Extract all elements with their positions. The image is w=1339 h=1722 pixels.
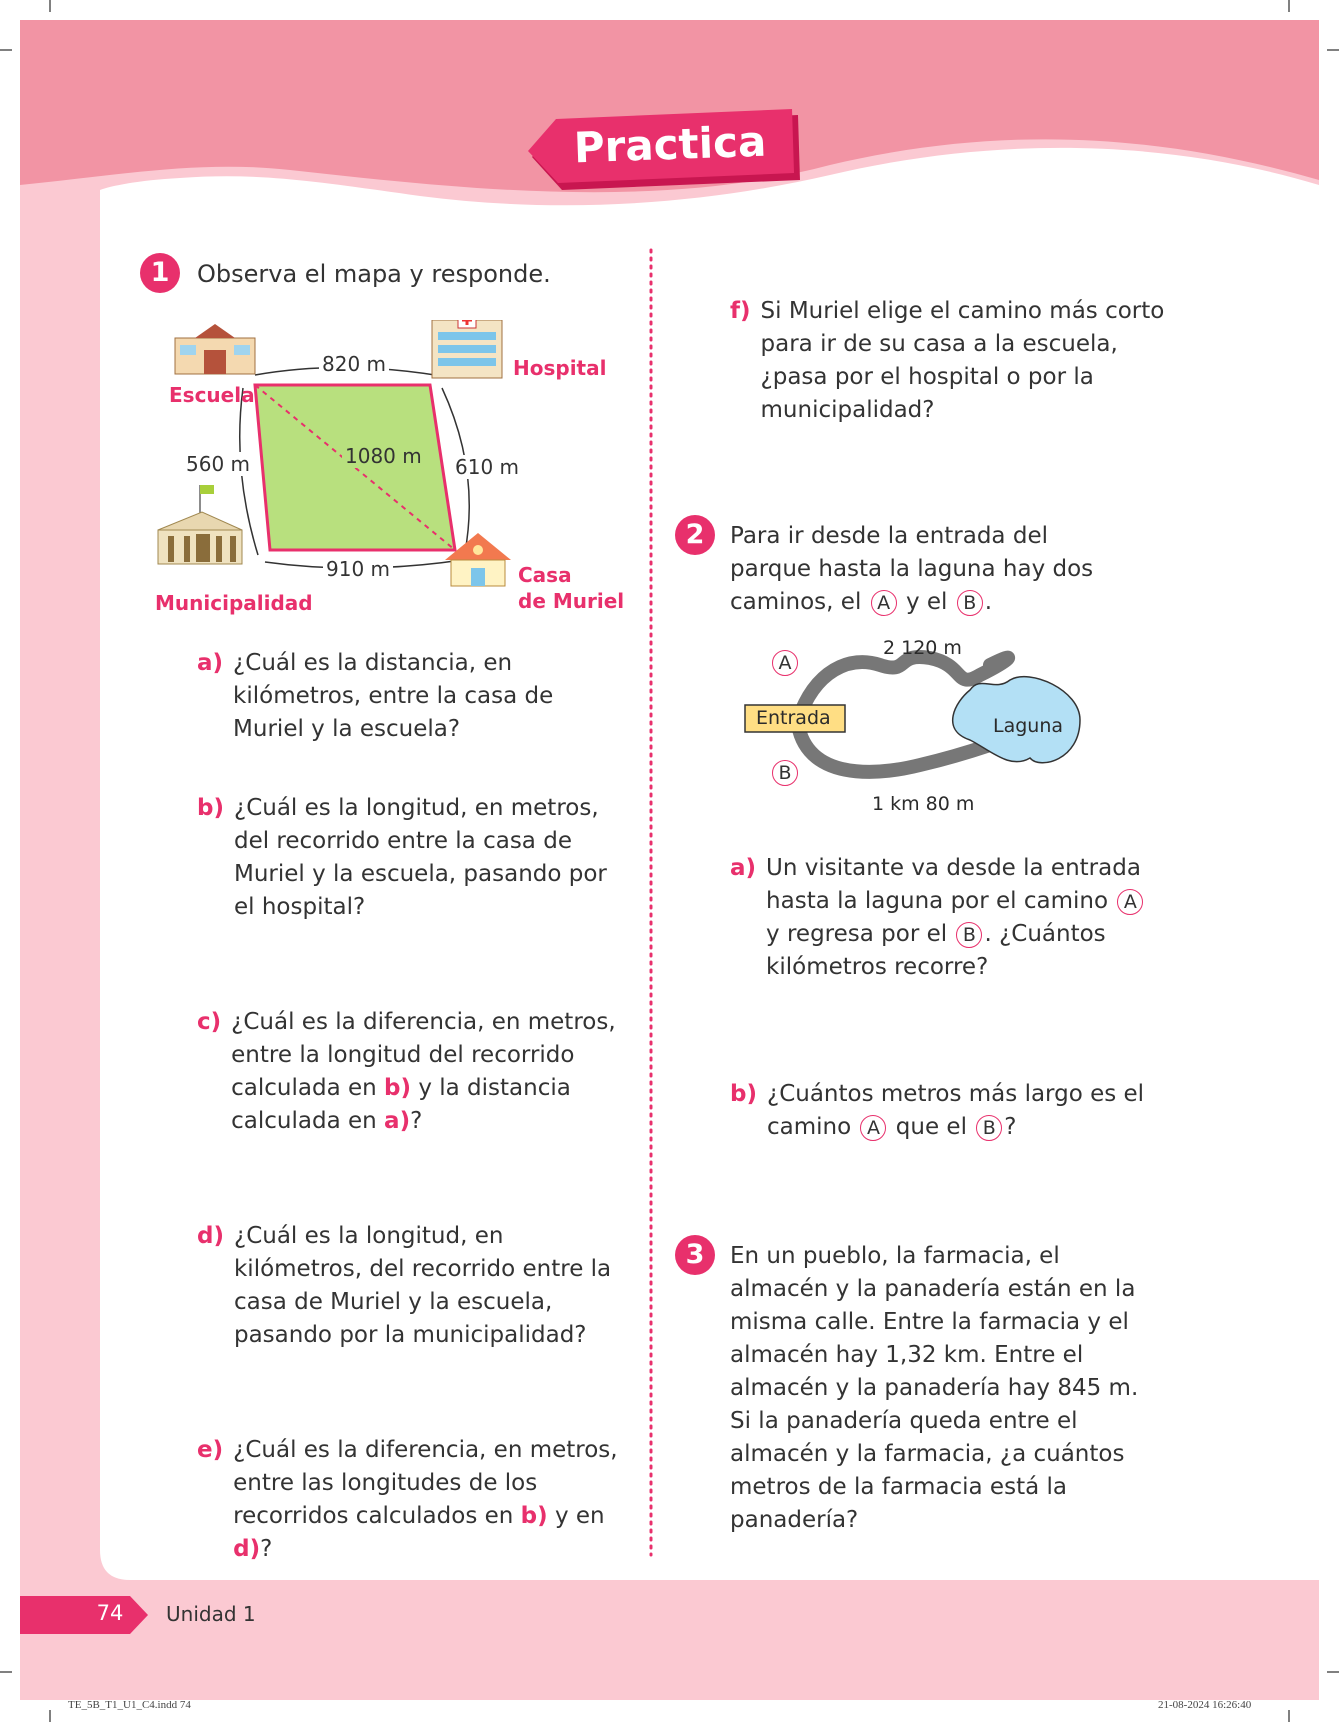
exercise-number-1: 1 (140, 253, 180, 293)
question-2a (730, 852, 1160, 984)
question-text: Un visitante va desde la entrada hasta la laguna por el camino A y regresa por el B . ¿Cuántos kilómetros recorre? (766, 852, 1160, 984)
question-2b (730, 1078, 1150, 1144)
map-label-casa-line1: Casa (518, 563, 572, 587)
question-label: e) (197, 1437, 224, 1463)
path-b-distance: 1 km 80 m (872, 793, 975, 815)
path-a-distance: 2 120 m (883, 637, 962, 659)
question-label: c) (197, 1009, 222, 1035)
school-icon (175, 324, 255, 374)
question-text: ¿Cuántos metros más largo es el camino A que el B ? (766, 1081, 1145, 1140)
question-text: Si Muriel elige el camino más corto para ir de su casa a la escuela, ¿pasa por el hospital o por la municipalidad? (760, 298, 1165, 423)
path-b-marker: B (957, 590, 983, 616)
map-label-hospital: Hospital (513, 356, 607, 380)
map-label-municipalidad: Municipalidad (155, 591, 313, 615)
unit-label: Unidad 1 (166, 1602, 256, 1626)
path-a-label: A (772, 650, 798, 676)
question-text: ¿Cuál es la distancia, en kilómetros, entre la casa de Muriel y la escuela? (233, 650, 554, 742)
reference-a: a) (384, 1108, 411, 1134)
exercise-number-2: 2 (675, 515, 715, 555)
question-label: b) (730, 1081, 757, 1107)
question-label: b) (197, 795, 224, 821)
ex2-intro: Para ir desde la entrada del parque hasta la laguna hay dos caminos, el A y el B . (730, 523, 1094, 615)
exercise-number-3: 3 (675, 1235, 715, 1275)
question-1c (197, 1006, 617, 1138)
question-1f (730, 295, 1170, 427)
ex1-instruction: Observa el mapa y responde. (197, 260, 551, 288)
question-label: a) (197, 650, 224, 676)
map-label-casa (518, 562, 624, 614)
distance-left: 560 m (183, 452, 253, 476)
path-a-marker: A (871, 590, 897, 616)
map-label-escuela: Escuela (169, 383, 255, 407)
path-b-marker: B (976, 1115, 1002, 1141)
distance-top: 820 m (319, 352, 389, 376)
page-number-tab (20, 1596, 155, 1634)
path-b-label: B (772, 760, 798, 786)
slug-file: TE_5B_T1_U1_C4.indd 74 (68, 1699, 191, 1711)
reference-b: b) (384, 1075, 412, 1101)
reference-b: b) (520, 1503, 548, 1529)
page-number: 74 (96, 1601, 124, 1625)
map-label-casa-line2: de Muriel (518, 589, 625, 613)
distance-right: 610 m (452, 455, 522, 479)
distance-bottom: 910 m (323, 557, 393, 581)
question-1a (197, 647, 627, 746)
path-b-marker: B (956, 922, 982, 948)
ex3-problem: En un pueblo, la farmacia, el almacén y la panadería están en la misma calle. Entre la farmacia y el almacén hay 1,32 km. Entre el almacén y la panadería hay 845 m. Si la panadería queda entre el almacén y la farmacia, ¿a cuántos metros de la farmacia está la panadería? (730, 1243, 1139, 1533)
reference-d: d) (233, 1536, 261, 1562)
distance-diagonal: 1080 m (342, 444, 425, 468)
question-1d (197, 1220, 627, 1352)
entrance-label: Entrada (756, 707, 831, 729)
question-1e (197, 1434, 627, 1566)
lagoon-label: Laguna (993, 715, 1064, 737)
page-title: Practica (572, 116, 768, 173)
municipality-icon (158, 485, 242, 564)
hospital-icon (432, 320, 502, 378)
question-text: ¿Cuál es la diferencia, en metros, entre la longitud del recorrido calculada en b) y la distancia calculada en a)? (231, 1009, 616, 1134)
path-a-marker: A (860, 1115, 886, 1141)
question-text: ¿Cuál es la longitud, en metros, del recorrido entre la casa de Muriel y la escuela, pasando por el hospital? (233, 795, 607, 920)
question-text: ¿Cuál es la longitud, en kilómetros, del recorrido entre la casa de Muriel y la escuela, pasando por la municipalidad? (233, 1223, 612, 1348)
question-1b (197, 792, 617, 924)
question-text: ¿Cuál es la diferencia, en metros, entre las longitudes de los recorridos calculados en b) y en d)? (233, 1437, 618, 1562)
path-a-marker: A (1117, 889, 1143, 915)
question-label: a) (730, 855, 757, 881)
question-label: d) (197, 1223, 224, 1249)
slug-date: 21-08-2024 16:26:40 (1158, 1699, 1252, 1711)
question-label: f) (730, 298, 751, 324)
